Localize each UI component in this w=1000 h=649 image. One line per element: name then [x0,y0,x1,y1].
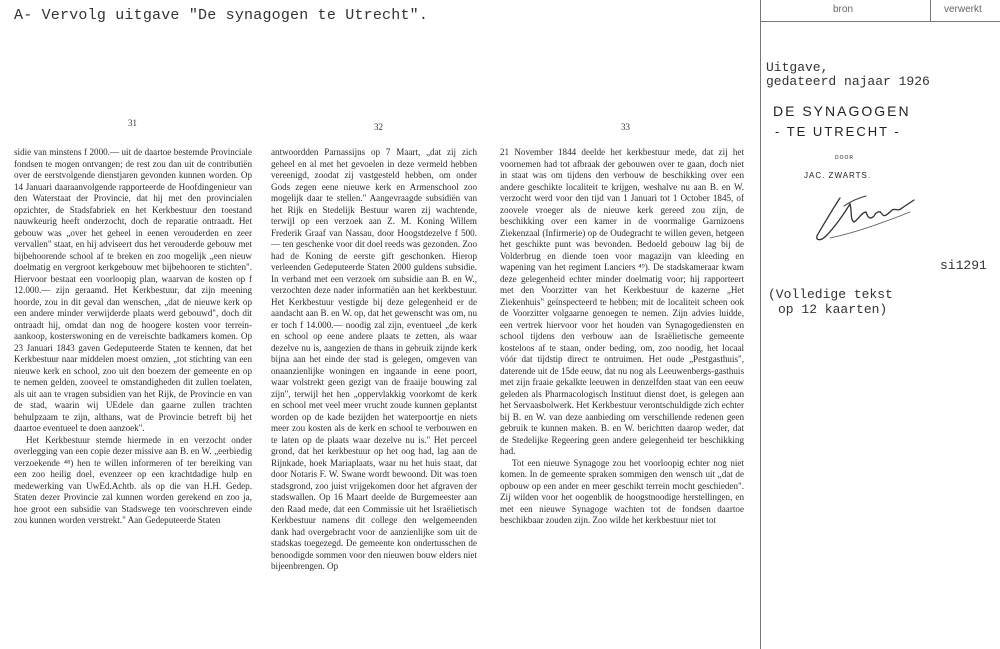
page-number-31: 31 [128,118,137,128]
typed-header-title: A- Vervolg uitgave "De synagogen te Utrecht". [14,7,429,24]
card-door-label: DOOR [835,155,854,161]
card-note-line-1: (Volledige tekst [768,287,893,302]
paragraph: sidie van minstens f 2000.— uit de daartoe bestemde Provinciale fondsen te mogen ontvangen; de rest zou dan uit de contributiën over de eerstvolgende dienstjaren gevonden kunnen worden. Op 14 Januari daaraanvolgende rapporteerde de Hoofdingenieur van den Waterstaat der Provincie, dat hij met den provincialen opzichter, de Stadsfabriek en het Kerkbestuur den toestand nauwkeurig heeft onderzocht, doch de reparatie ontraadt. Het gebouw was „over het geheel in eenen verouderden en zeer vervallen" staat, en hij adviseert dus het verouderde gebouw met bijbehoorende school af te breken en zoo mogelijk „een nieuw doelmatig en vergroot kerkgebouw met bijbehooren te stichten". Hiervoor bestaat een voorloopig plan, waarvan de kosten op f 12.000.— zijn geraamd. Het Kerkbestuur, dat zijn meening hoorde, zou in dit geval dan wenschen, „dat de nieuwe kerk op een andere minder verwijderde plaats werd gebouwd", doch dit ontraadt hij, omdat dan nog de hoogere kosten voor terrein-aankoop, kosterswoning en de vereischte badkamers komen. Op 23 Januari 1843 gaven Gedeputeerde Staten te kennen, dat het Kerkbestuur naar middelen moest omzien, „tot stichting van een nieuwe kerk en school, zoo uit den boezem der gemeente en op te nemen gelden, zooveel te omstandigheden dit zullen toelaten, als uit aan te vragen subsidien van het Rijk, de Provincie en van de stad, waarin wij UEdele dan gaarne zullen trachten behulpzaam te zijn, althans, wat de Provincie betreft bij het daartoe eventueel te doen aanzoek". [14,147,252,433]
paragraph: 21 November 1844 deelde het kerkbestuur mede, dat zij het voornemen had tot afbraak der gebouwen over te gaan, doch niet in staat was om tijdens den verbouw de beschikking over een andere geschikte localiteit te krijgen, weshalve nu aan B. en W. verzocht werd voor den tijd van 1 Januari tot 1 October 1845, of zoovele vroeger als de nieuwe kerk gereed zou zijn, de beschikking over een kamer in de voormalige Garnizoens Ziekenzaal (Infirmerie) op de Oudegracht te willen geven, hetgeen het geschikte punt was bevonden. Bedoeld gebouw lag bij de Volderbrug en diende toen voor magazijn van kleeding en wapening van het regiment Lanciers ⁴⁹). De stadskameraar kwam deze gelegenheid echter minder doelmatig voor; hij rapporteert met den Voorzitter van het Kerkbestuur de kazerne „Het Ziekenhuis" geïnspecteerd te hebben; mit de localiteit scheen ook de Voorzitter volgaarne genoegen te nemen. Zijn advies luidde, een vertrek hiervoor voor het houden van Synagogediensten en school tijdens den verbouw aan de Israëlietische gemeente kosteloos af te staan, onder beding, om, zoo noodig, het locaal vóór dat tijdstip direct te ontruimen. Het oude „Pestgasthuis", daterende uit de 15de eeuw, dat nu nog als Leeuwenbergs-gasthuis met zijn fraaie gekalkte leeuwen in denzelfden staat van een eeuw geleden als Pharmacologisch Instituut dienst doet, is gelegen aan het Servaasbolwerk. Het Kerkbestuur verontschuldigde zich echter bij B. en W. van deze aanbieding om verschillende redenen geen gebruik te kunnen maken. B. en W. berichtten daarop weder, dat de Stedelijke Regeering geen andere gelegenheid ter beschikking had. [500,147,744,456]
card-reference-number: si1291 [940,258,987,273]
card-header-rule [760,21,1000,22]
card-issue-label: Uitgave, [766,60,829,75]
paragraph: Tot een nieuwe Synagoge zou het voorloopig echter nog niet komen. In de gemeente spraken sommigen den wensch uit „dat de opbouw op een ander en meer geschikt terrein mocht geschieden". Zij wilden voor het oogenblik de hoogstnoodige herstellingen, en met een nieuwe Synagoge wachten tot de fondsen daartoe beschikbaar zouden zijn. Zoo wilde het kerkbestuur niet tot [500,457,744,525]
card-issue-date: gedateerd najaar 1926 [766,74,930,89]
text-column-page-32 [271,147,477,573]
paragraph: Het Kerkbestuur stemde hiermede in en verzocht onder overlegging van een copie dezer missive aan B. en W. „eerbiedig verzoekende ⁴⁸) hen te willen informeren of ter bereiking van een zoo heilig doel, evenzeer op een krachtdadige hulp en medewerking van UwEd.Achtb. als op die van H.H. Gedep. Staten dezer Provincie zal kunnen worden gerekend en zoo ja, hoe groot een subsidie van Stadswege ten voorschreven einde zou kunnen worden verstrekt." Aan Gedeputeerde Staten [14,434,252,525]
card-note-line-2: op 12 kaarten) [778,302,888,317]
card-header-verwerkt: verwerkt [944,4,982,15]
card-author: JAC. ZWARTS. [804,171,872,180]
card-header-divider [930,0,931,22]
page-number-32: 32 [374,122,383,132]
page-number-33: 33 [621,122,630,132]
text-column-page-33 [500,147,744,527]
text-column-page-31 [14,147,252,527]
card-title-line-2: - TE UTRECHT - [775,124,901,139]
card-border-line [760,0,761,649]
paragraph: antwoordden Parnassijns op 7 Maart, „dat zij zich geheel en al met het gevoelen in deze vermeld hebben vereenigd, zoodat zij vastgesteld hebben, om onder Gods zegen eene nieuwe kerk en Armenschool zoo mogelijk daar te stellen." Aangevraagde subsidiën van het Rijk en Stedelijk Bestuur waren zij wachtende, terwijl op een verzoek aan Z. M. Koning Willem Frederik Graaf van Nassau, door Hoogstdezelve f 500.— ten geschenke voor dit doel reeds was gezonden. Zoo had de Koning de eerste gift geschonken. Hierop verleenden Gedeputeerde Staten 2000 guldens subsidie. In verband met een verzoek om subsidie aan B. en W., verzochten deze nader informatiën aan het kerkbestuur. Het Kerkbestuur vestigde bij deze gelegenheid er de aandacht aan B. en W. op, dat het gewenscht was om, nu er toch f 14.000.— noodig zal zijn, eventueel „de kerk en school op eene andere plaats te zetten, als waar dezelve nu is, aangezien de thans in gebruik zijnde kerk bijna aan het einde der stad is gelegen, omgeven van onaanzienlijke woningen en ingaande in eene poort, waar volstrekt geen gezigt van de fraaije bouwing zal zijn", terwijl het hen „oppervlakkig voorkomt de kerk en school met veel meer vrucht zoude kunnen geplantst worden op de kade bezijden het waterpoortje en niets meer zou kosten als de kerk en school te verbouwen en te laten op de plaats waar dezelve nu is." Het perceel grond, dat het kerkbestuur op het oog had, lag aan de Rijnkade, hoek Mariaplaats, waar nu het huis staat, dat door Notaris F. W. Swane wordt bewoond. Dit was toen stadsgrond, zoo juist vrijgekomen door het afgraven der stadswallen. Op 16 Maart deelde de Burgemeester aan den Raad mede, dat een Commissie uit het Israëlietisch Kerkbestuur namens dit college den welgemeenden dank had overgebracht voor de aanzienlijke som uit de stadskas toegezegd. De gemeente kon ondertusschen de benoodigde sommen voor den nieuwen bouw elders niet bijeenbrengen. Op [271,147,477,571]
card-title-line-1: DE SYNAGOGEN [773,103,911,119]
handwritten-signature-icon [810,190,920,250]
card-header-bron: bron [833,4,854,15]
